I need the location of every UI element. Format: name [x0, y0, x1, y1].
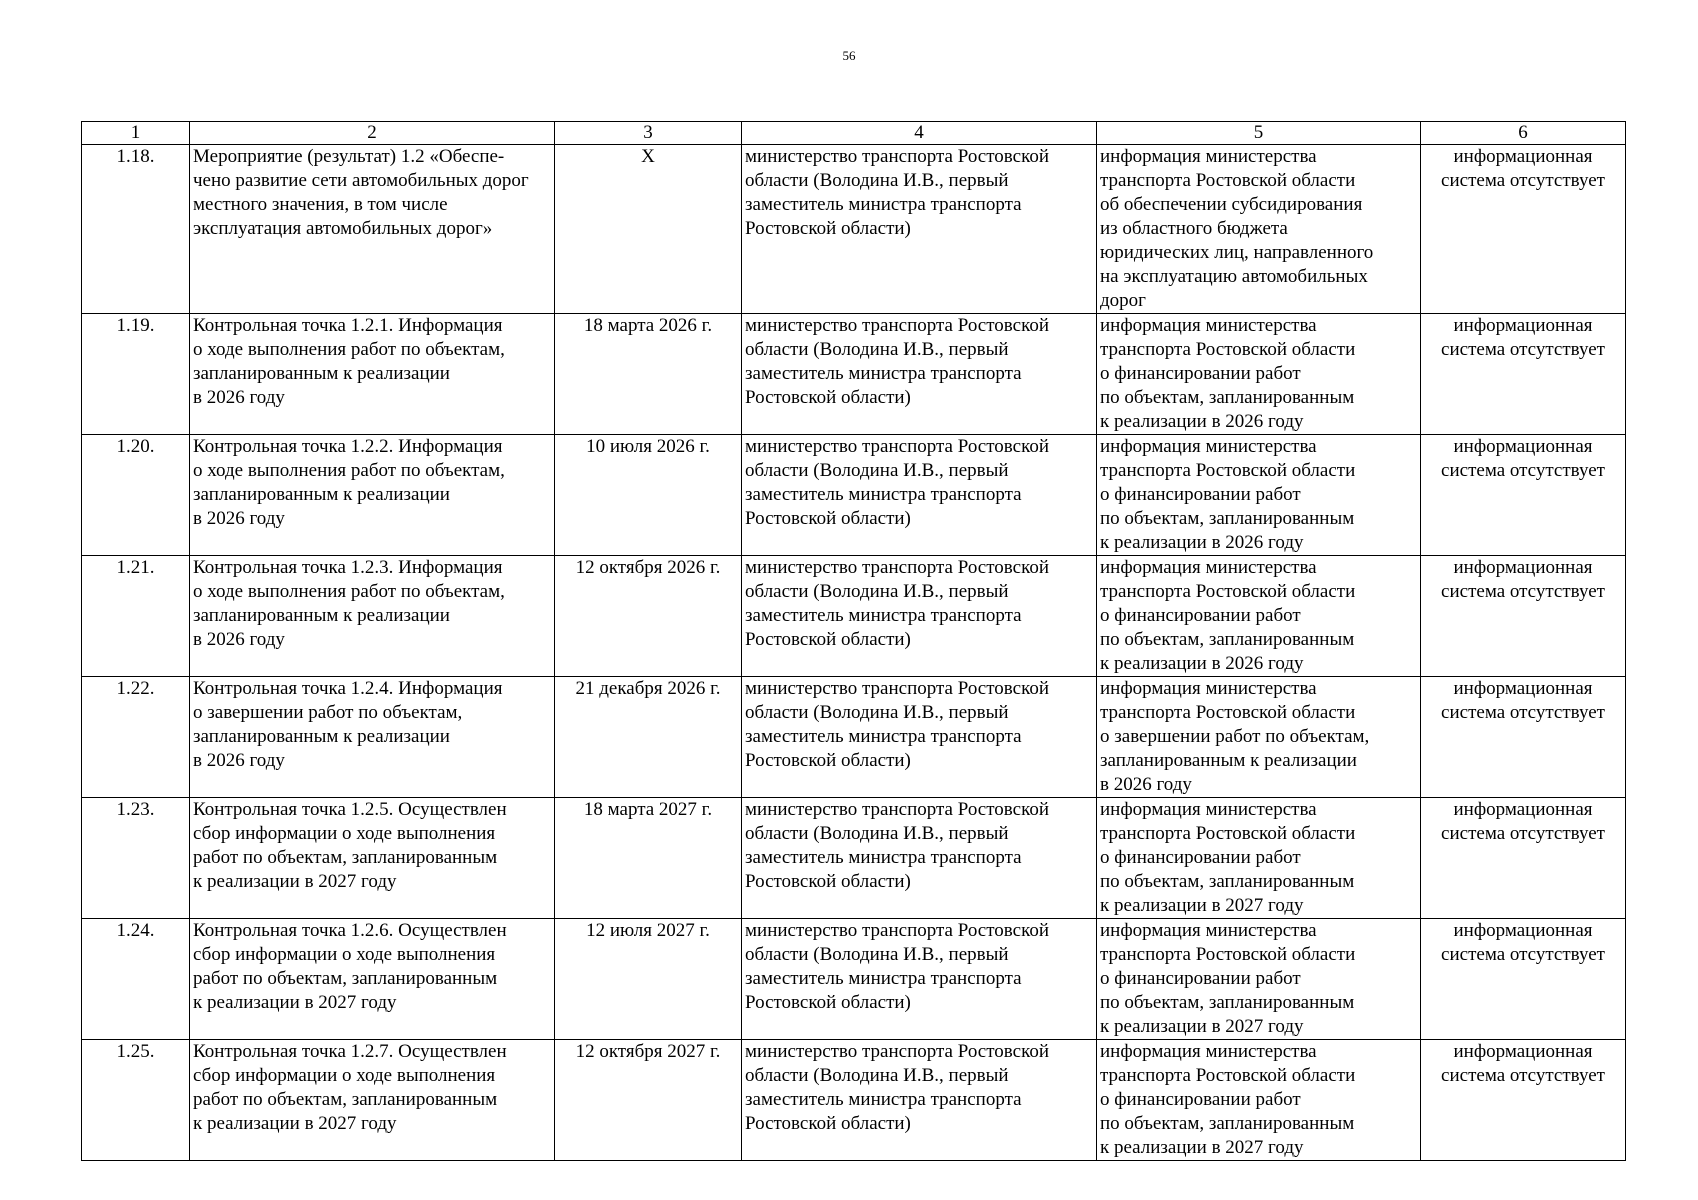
column-number-row: [82, 122, 1626, 145]
table-row: [82, 314, 1626, 435]
row-system: информационная система отсутствует: [1421, 556, 1626, 677]
row-document: информация министерства транспорта Ростовской области об обеспечении субсидирования из областного бюджета юридических лиц, направленного на эксплуатацию автомобильных дорог: [1097, 145, 1421, 314]
row-number: 1.23.: [82, 798, 190, 919]
table-row: [82, 145, 1626, 314]
row-number: 1.25.: [82, 1040, 190, 1161]
row-number: 1.19.: [82, 314, 190, 435]
row-document: информация министерства транспорта Ростовской области о финансировании работ по объектам, запланированным к реализации в 2027 году: [1097, 798, 1421, 919]
table-row: [82, 1040, 1626, 1161]
row-system: информационная система отсутствует: [1421, 677, 1626, 798]
row-number: 1.22.: [82, 677, 190, 798]
row-responsible: министерство транспорта Ростовской области (Володина И.В., первый заместитель министра транспорта Ростовской области): [742, 798, 1097, 919]
column-header: 1: [82, 122, 190, 145]
row-document: информация министерства транспорта Ростовской области о финансировании работ по объектам, запланированным к реализации в 2026 году: [1097, 556, 1421, 677]
row-description: Контрольная точка 1.2.1. Информация о ходе выполнения работ по объектам, запланированным к реализации в 2026 году: [190, 314, 555, 435]
row-document: информация министерства транспорта Ростовской области о завершении работ по объектам, запланированным к реализации в 2026 году: [1097, 677, 1421, 798]
table-row: [82, 798, 1626, 919]
table-row: [82, 677, 1626, 798]
row-description: Контрольная точка 1.2.2. Информация о ходе выполнения работ по объектам, запланированным к реализации в 2026 году: [190, 435, 555, 556]
row-date: 12 июля 2027 г.: [555, 919, 742, 1040]
row-system: информационная система отсутствует: [1421, 798, 1626, 919]
row-number: 1.24.: [82, 919, 190, 1040]
row-document: информация министерства транспорта Ростовской области о финансировании работ по объектам, запланированным к реализации в 2027 году: [1097, 1040, 1421, 1161]
row-date: 10 июля 2026 г.: [555, 435, 742, 556]
row-date: 18 марта 2026 г.: [555, 314, 742, 435]
row-date: 21 декабря 2026 г.: [555, 677, 742, 798]
row-description: Мероприятие (результат) 1.2 «Обеспе- чено развитие сети автомобильных дорог местного значения, в том числе эксплуатация автомобильных дорог»: [190, 145, 555, 314]
row-responsible: министерство транспорта Ростовской области (Володина И.В., первый заместитель министра транспорта Ростовской области): [742, 556, 1097, 677]
table-row: [82, 919, 1626, 1040]
row-number: 1.20.: [82, 435, 190, 556]
row-document: информация министерства транспорта Ростовской области о финансировании работ по объектам, запланированным к реализации в 2026 году: [1097, 314, 1421, 435]
row-system: информационная система отсутствует: [1421, 145, 1626, 314]
row-system: информационная система отсутствует: [1421, 919, 1626, 1040]
row-description: Контрольная точка 1.2.4. Информация о завершении работ по объектам, запланированным к реализации в 2026 году: [190, 677, 555, 798]
row-date: 18 марта 2027 г.: [555, 798, 742, 919]
row-responsible: министерство транспорта Ростовской области (Володина И.В., первый заместитель министра транспорта Ростовской области): [742, 145, 1097, 314]
row-description: Контрольная точка 1.2.5. Осуществлен сбор информации о ходе выполнения работ по объектам, запланированным к реализации в 2027 году: [190, 798, 555, 919]
row-system: информационная система отсутствует: [1421, 314, 1626, 435]
column-header: 6: [1421, 122, 1626, 145]
row-document: информация министерства транспорта Ростовской области о финансировании работ по объектам, запланированным к реализации в 2026 году: [1097, 435, 1421, 556]
row-number: 1.18.: [82, 145, 190, 314]
table-row: [82, 556, 1626, 677]
row-date: 12 октября 2026 г.: [555, 556, 742, 677]
row-description: Контрольная точка 1.2.6. Осуществлен сбор информации о ходе выполнения работ по объектам, запланированным к реализации в 2027 году: [190, 919, 555, 1040]
column-header: 5: [1097, 122, 1421, 145]
row-date: 12 октября 2027 г.: [555, 1040, 742, 1161]
column-header: 4: [742, 122, 1097, 145]
table-row: [82, 435, 1626, 556]
row-system: информационная система отсутствует: [1421, 435, 1626, 556]
row-document: информация министерства транспорта Ростовской области о финансировании работ по объектам, запланированным к реализации в 2027 году: [1097, 919, 1421, 1040]
row-date: X: [555, 145, 742, 314]
row-responsible: министерство транспорта Ростовской области (Володина И.В., первый заместитель министра транспорта Ростовской области): [742, 919, 1097, 1040]
page-number: 56: [842, 48, 856, 63]
row-responsible: министерство транспорта Ростовской области (Володина И.В., первый заместитель министра транспорта Ростовской области): [742, 1040, 1097, 1161]
row-number: 1.21.: [82, 556, 190, 677]
row-responsible: министерство транспорта Ростовской области (Володина И.В., первый заместитель министра транспорта Ростовской области): [742, 435, 1097, 556]
column-header: 3: [555, 122, 742, 145]
row-description: Контрольная точка 1.2.3. Информация о ходе выполнения работ по объектам, запланированным к реализации в 2026 году: [190, 556, 555, 677]
row-responsible: министерство транспорта Ростовской области (Володина И.В., первый заместитель министра транспорта Ростовской области): [742, 677, 1097, 798]
row-system: информационная система отсутствует: [1421, 1040, 1626, 1161]
row-responsible: министерство транспорта Ростовской области (Володина И.В., первый заместитель министра транспорта Ростовской области): [742, 314, 1097, 435]
row-description: Контрольная точка 1.2.7. Осуществлен сбор информации о ходе выполнения работ по объектам, запланированным к реализации в 2027 году: [190, 1040, 555, 1161]
plan-table: [81, 121, 1626, 1161]
column-header: 2: [190, 122, 555, 145]
